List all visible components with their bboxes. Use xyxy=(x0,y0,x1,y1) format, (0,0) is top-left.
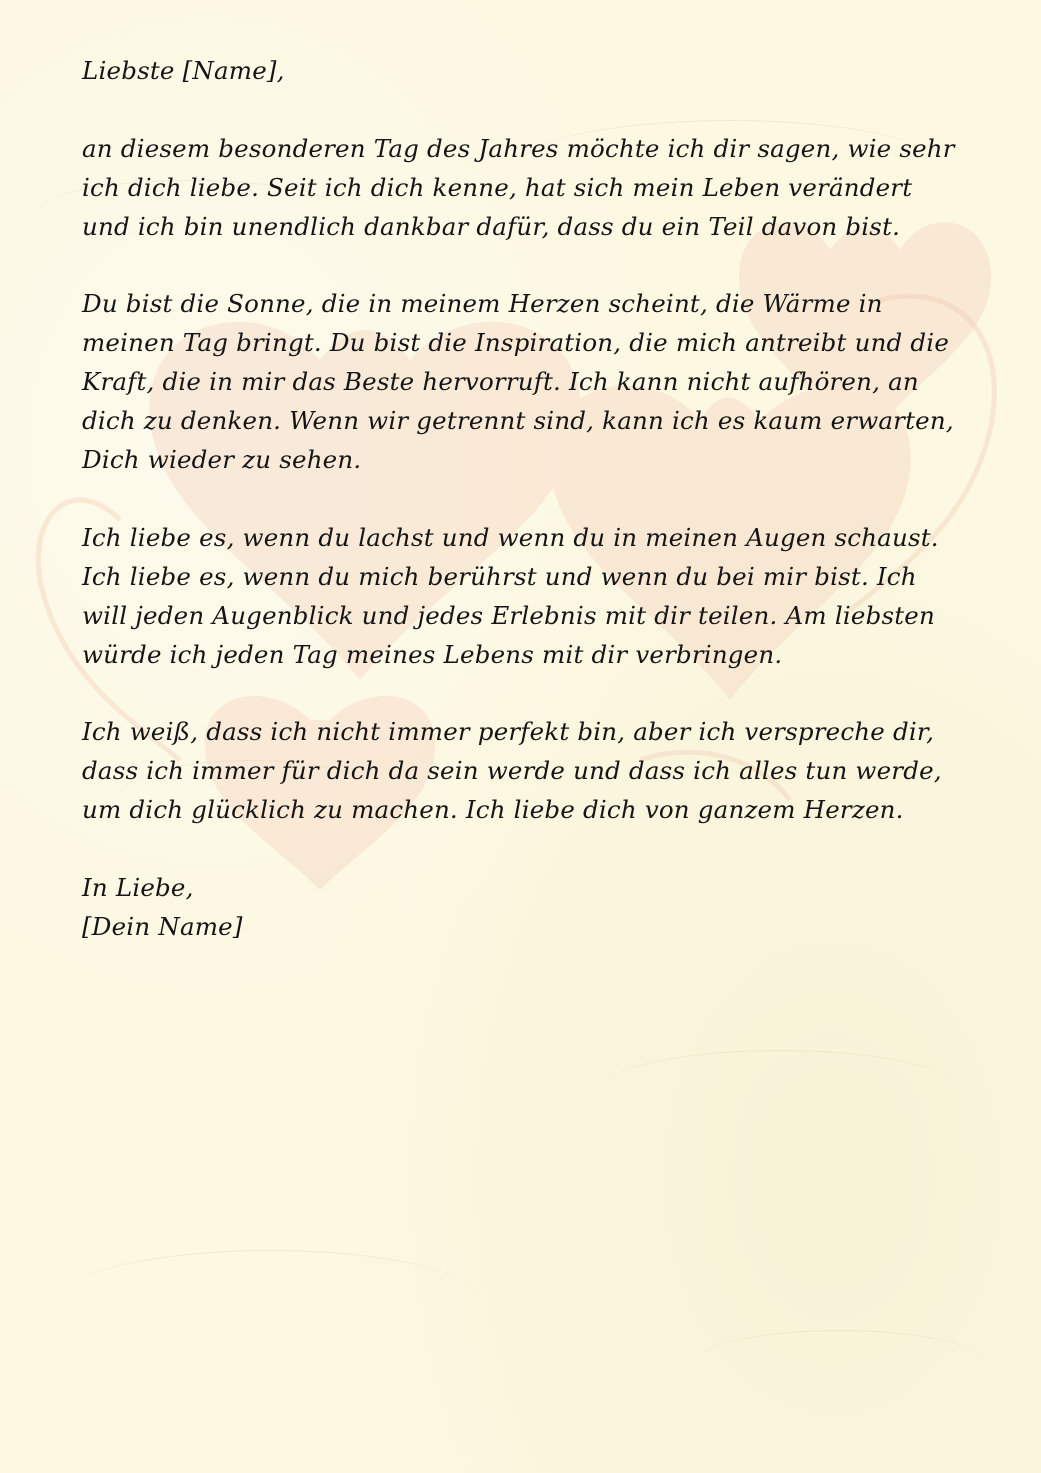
letter-paragraph-4: Ich weiß, dass ich nicht immer perfekt bin, aber ich verspreche dir, dass ich immer für dich da sein werde und dass ich alles tun werde, um dich glücklich zu machen. Ich liebe dich von ganzem Herzen. xyxy=(82,717,942,825)
paper-fiber xyxy=(600,1050,960,1131)
letter-paragraph-1: an diesem besonderen Tag des Jahres möchte ich dir sagen, wie sehr ich dich liebe. Seit ich dich kenne, hat sich mein Leben verändert und ich bin unendlich dankbar dafür, dass du ein Teil davon bist. xyxy=(82,133,955,241)
love-letter xyxy=(82,52,962,947)
letter-signature: [Dein Name] xyxy=(82,911,243,941)
paper-fiber xyxy=(700,1330,980,1391)
letter-paragraph-3: Ich liebe es, wenn du lachst und wenn du in meinen Augen schaust. Ich liebe es, wenn du mich berührst und wenn du bei mir bist. Ich will jeden Augenblick und jedes Erlebnis mit dir teilen. Am liebsten würde ich jeden Tag meines Lebens mit dir verbringen. xyxy=(82,522,939,669)
letter-paragraph-2: Du bist die Sonne, die in meinem Herzen scheint, die Wärme in meinen Tag bringt. Du bist die Inspiration, die mich antreibt und die Kraft, die in mir das Beste hervorruft. Ich kann nicht aufhören, an dich zu denken. Wenn wir getrennt sind, kann ich es kaum erwarten, Dich wieder zu sehen. xyxy=(82,289,954,475)
letter-greeting: Liebste [Name], xyxy=(82,56,285,85)
paper-fiber xyxy=(60,1250,480,1351)
letter-closing: In Liebe, xyxy=(82,872,194,902)
